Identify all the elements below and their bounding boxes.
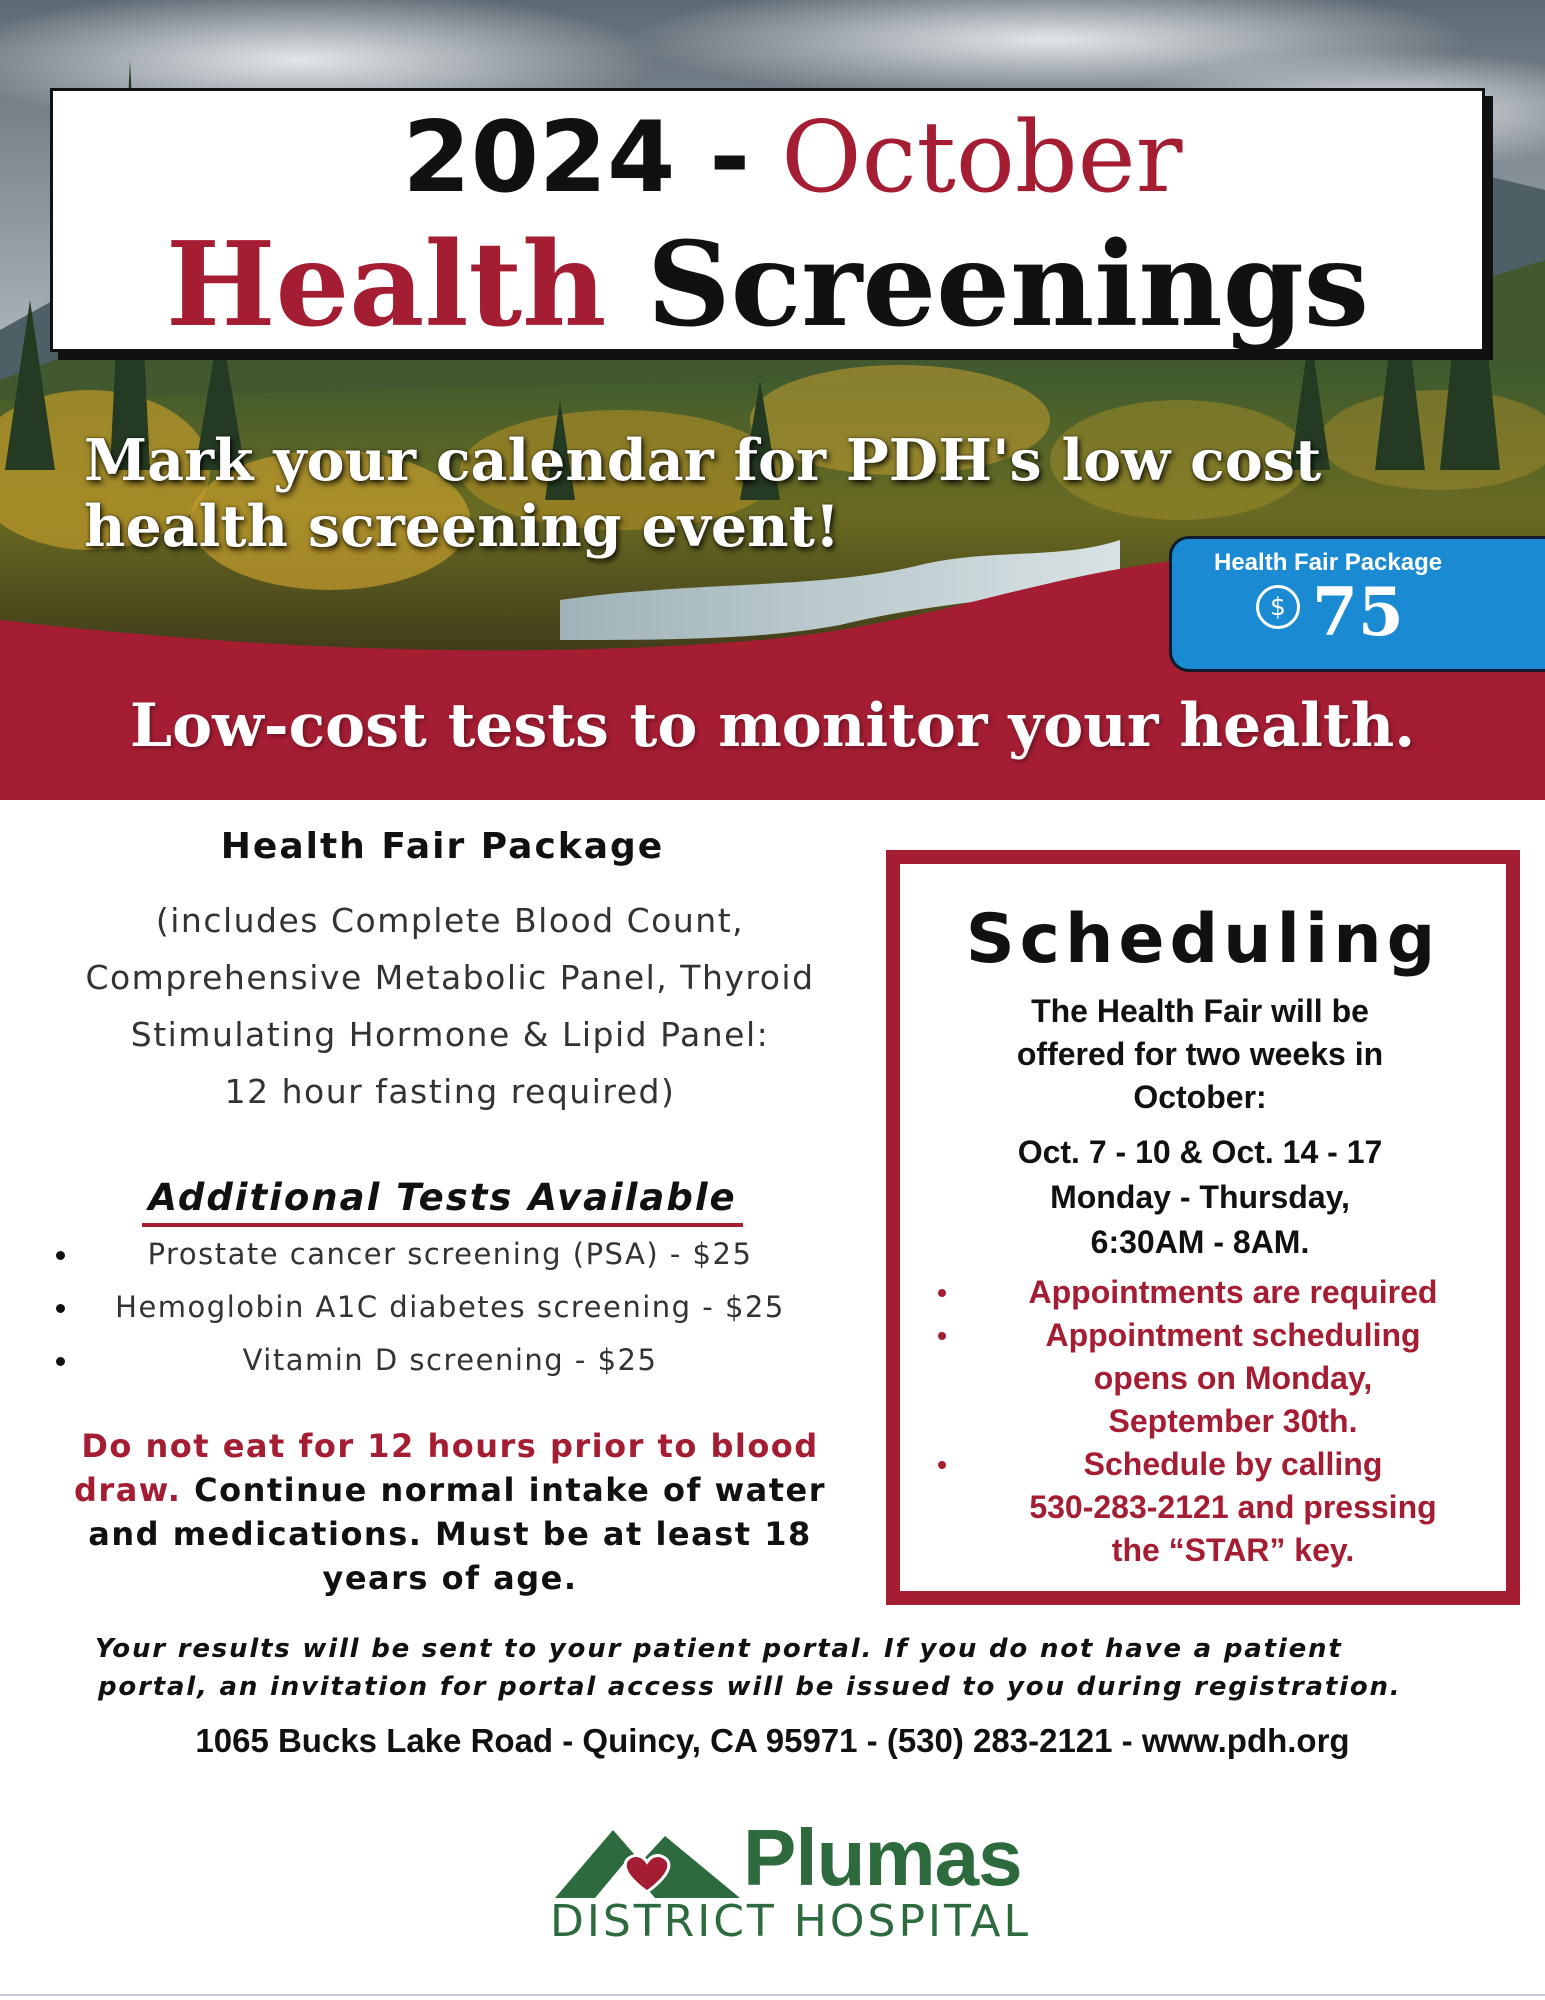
description-line: (includes Complete Blood Count, (155, 901, 745, 940)
list-item (50, 1281, 850, 1334)
title-month: October (781, 101, 1183, 215)
date-line: Monday - Thursday, (1050, 1179, 1350, 1215)
bullet-line: 530-283-2121 and pressing (1029, 1489, 1437, 1525)
bullet-icon (938, 1332, 946, 1340)
scheduling-title: Scheduling (965, 900, 1441, 979)
band-headline: Low-cost tests to monitor your health. (129, 691, 1416, 761)
hero-banner (0, 0, 1545, 800)
tagline-line: Mark your calendar for PDH's low cost (84, 427, 1322, 494)
mountain-heart-icon (555, 1818, 740, 1898)
results-notice (95, 1630, 1515, 1706)
list-item (930, 1314, 1500, 1443)
bullet-icon (938, 1461, 946, 1469)
contact-info: 1065 Bucks Lake Road - Quincy, CA 95971 - (530) 283-2121 - www.pdh.org (195, 1722, 1350, 1759)
intro-line: offered for two weeks in (1016, 1036, 1384, 1072)
results-line: portal, an invitation for portal access will be issued to you during registration. (98, 1672, 1402, 1702)
dollar-icon: $ (1256, 585, 1300, 629)
scheduling-list (930, 1271, 1500, 1572)
scheduling-box (886, 850, 1520, 1605)
bullet-icon (56, 1357, 65, 1366)
list-item (50, 1334, 850, 1387)
page-title (53, 217, 1482, 353)
bullet-line: the “STAR” key. (1111, 1532, 1355, 1568)
bullet-line: September 30th. (1108, 1403, 1358, 1439)
title-screenings: Screenings (646, 217, 1370, 353)
fasting-details: Continue normal intake of water and medications. Must be at least 18 years of age. (88, 1471, 826, 1597)
test-label: Hemoglobin A1C diabetes screening - $25 (115, 1290, 785, 1324)
tagline-line: health screening event! (84, 493, 840, 560)
bullet-icon (56, 1304, 65, 1313)
additional-tests-list (50, 1228, 850, 1387)
date-line: Oct. 7 - 10 & Oct. 14 - 17 (1017, 1134, 1383, 1170)
date-line: 6:30AM - 8AM. (1090, 1224, 1310, 1260)
results-line: Your results will be sent to your patient portal. If you do not have a patient (95, 1634, 1343, 1664)
description-line: Stimulating Hormone & Lipid Panel: (130, 1015, 770, 1054)
title-year: 2024 - (402, 101, 751, 215)
test-label: Vitamin D screening - $25 (242, 1343, 658, 1377)
bullet-icon (938, 1289, 946, 1297)
test-label: Prostate cancer screening (PSA) - $25 (147, 1237, 753, 1271)
price-amount: 75 (1312, 573, 1404, 651)
bullet-line: Appointment scheduling (1045, 1317, 1421, 1353)
hospital-logo (550, 1813, 1032, 1948)
fasting-warning: Do not eat for 12 hours prior to blood draw. (74, 1427, 819, 1509)
bullet-icon (56, 1251, 65, 1260)
fasting-notice (40, 1424, 860, 1600)
price-badge (1169, 536, 1545, 672)
logo-subtitle: DISTRICT HOSPITAL (550, 1896, 1032, 1947)
title-box (50, 88, 1485, 352)
bullet-line: Schedule by calling (1083, 1446, 1383, 1482)
description-line: Comprehensive Metabolic Panel, Thyroid (85, 958, 815, 997)
list-item (930, 1443, 1500, 1572)
additional-tests-title: Additional Tests Available (142, 1176, 742, 1227)
package-title: Health Fair Package (220, 826, 665, 867)
bottom-divider (0, 1994, 1545, 1996)
title-line-date (53, 103, 1482, 213)
list-item (50, 1228, 850, 1281)
additional-tests-heading (0, 1176, 885, 1227)
logo-name: Plumas (743, 1813, 1022, 1902)
bullet-line: opens on Monday, (1093, 1360, 1373, 1396)
intro-line: The Health Fair will be (1031, 993, 1369, 1029)
title-health: Health (165, 217, 607, 353)
package-description (30, 892, 870, 1120)
intro-line: October: (1133, 1079, 1267, 1115)
bullet-line: Appointments are required (1028, 1274, 1438, 1310)
description-line: 12 hour fasting required) (224, 1072, 676, 1111)
scheduling-dates (940, 1130, 1460, 1265)
price-badge-label: Health Fair Package (1214, 549, 1443, 576)
scheduling-intro (960, 990, 1440, 1119)
list-item (930, 1271, 1500, 1314)
